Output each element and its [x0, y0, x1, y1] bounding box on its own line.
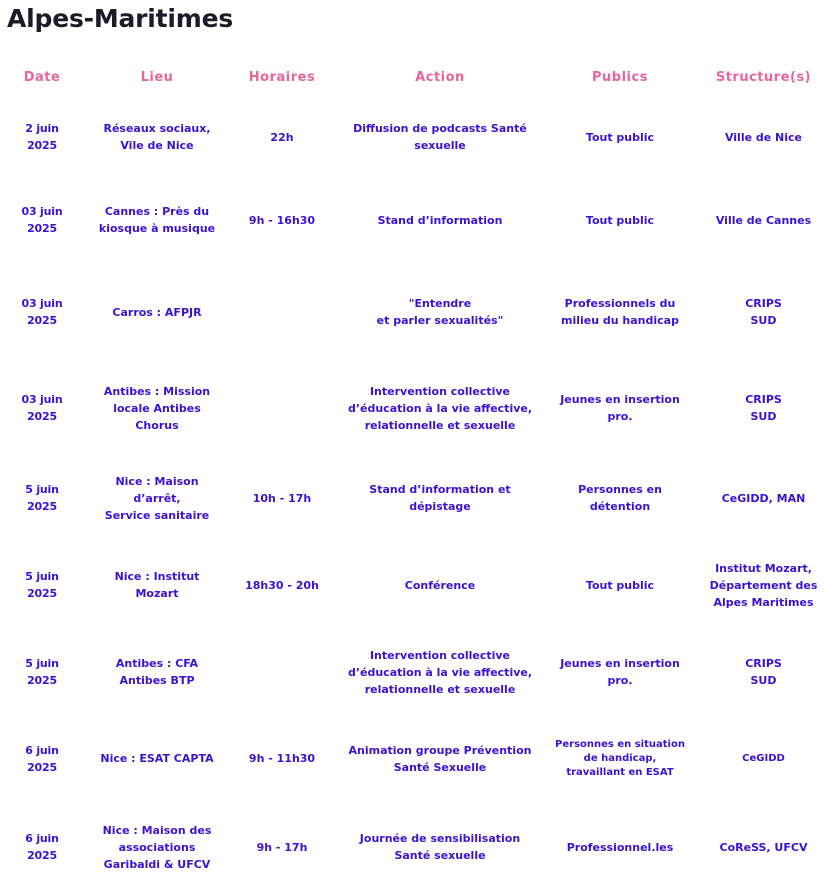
- cell-publics: Personnes en situation de handicap, travaillant en ESAT: [555, 738, 685, 778]
- cell-publics: Tout public: [585, 578, 655, 592]
- cell-horaires: 10h - 17h: [252, 491, 312, 505]
- cell-date: 03 juin 2025: [21, 205, 63, 235]
- cell-action: Stand d’information: [377, 213, 503, 227]
- header-action: Action: [415, 69, 465, 85]
- table-row: [0, 801, 833, 893]
- cell-horaires: 18h30 - 20h: [245, 578, 319, 592]
- cell-publics: Professionnel.les: [566, 840, 674, 854]
- cell-date: 2 juin 2025: [25, 122, 59, 152]
- cell-horaires: 9h - 17h: [256, 840, 308, 854]
- cell-structures: CoReSS, UFCV: [719, 840, 808, 854]
- cell-structures: Institut Mozart, Département des Alpes Maritimes: [709, 561, 818, 609]
- header-structures: Structure(s): [715, 69, 812, 85]
- cell-lieu: Nice : Institut Mozart: [114, 570, 200, 600]
- cell-action: Intervention collective d’éducation à la vie affective, relationnelle et sexuelle: [347, 648, 533, 696]
- header-lieu: Lieu: [140, 69, 174, 85]
- cell-action: "Entendre et parler sexualités": [376, 297, 504, 327]
- cell-date: 03 juin 2025: [21, 297, 63, 327]
- cell-structures: Ville de Cannes: [715, 213, 812, 227]
- cell-date: 03 juin 2025: [21, 393, 63, 423]
- cell-date: 6 juin 2025: [25, 832, 59, 862]
- cell-publics: Personnes en détention: [578, 483, 662, 513]
- cell-structures: Ville de Nice: [724, 130, 803, 144]
- cell-horaires: [230, 628, 334, 716]
- cell-action: Stand d’information et dépistage: [369, 483, 511, 513]
- cell-action: Journée de sensibilisation Santé sexuelle: [359, 832, 521, 862]
- cell-publics: Jeunes en insertion pro.: [560, 657, 680, 687]
- cell-structures: CRIPS SUD: [745, 393, 782, 423]
- table-row: [0, 542, 833, 628]
- cell-publics: Tout public: [585, 213, 655, 227]
- cell-horaires: 9h - 16h30: [248, 213, 316, 227]
- header-publics: Publics: [592, 69, 648, 85]
- cell-action: Diffusion de podcasts Santé sexuelle: [353, 122, 527, 152]
- header-date: Date: [23, 69, 61, 85]
- cell-lieu: Nice : Maison d’arrêt, Service sanitaire: [104, 474, 210, 522]
- cell-structures: CeGIDD, MAN: [721, 491, 806, 505]
- table-row: [0, 628, 833, 716]
- cell-horaires: 22h: [270, 130, 294, 144]
- cell-lieu: Carros : AFPJR: [112, 305, 202, 319]
- cell-horaires: [230, 262, 334, 362]
- table-row: [0, 716, 833, 801]
- cell-structures: CeGIDD: [742, 752, 785, 764]
- cell-lieu: Cannes : Près du kiosque à musique: [98, 205, 216, 235]
- cell-action: Intervention collective d’éducation à la vie affective, relationnelle et sexuelle: [347, 384, 533, 432]
- page-title: Alpes-Maritimes: [7, 4, 234, 33]
- header-horaires: Horaires: [248, 69, 316, 85]
- cell-date: 6 juin 2025: [25, 743, 59, 774]
- cell-lieu: Nice : Maison des associations Garibaldi & UFCV: [102, 823, 212, 871]
- table-row: [0, 262, 833, 362]
- cell-lieu: Antibes : CFA Antibes BTP: [115, 657, 199, 687]
- cell-publics: Professionnels du milieu du handicap: [561, 297, 679, 327]
- table-row: [0, 362, 833, 454]
- cell-lieu: Nice : ESAT CAPTA: [100, 752, 214, 765]
- table-body: [0, 96, 833, 893]
- cell-date: 5 juin 2025: [25, 657, 59, 687]
- cell-horaires: [230, 362, 334, 454]
- cell-publics: Tout public: [585, 130, 655, 144]
- cell-horaires: 9h - 11h30: [248, 752, 316, 765]
- table-row: [0, 454, 833, 542]
- table-row: [0, 96, 833, 178]
- cell-date: 5 juin 2025: [25, 570, 59, 600]
- header-row: [0, 58, 833, 96]
- cell-structures: CRIPS SUD: [745, 657, 782, 687]
- cell-structures: CRIPS SUD: [745, 297, 782, 327]
- table-row: [0, 178, 833, 262]
- table-header: [0, 58, 833, 96]
- events-table: [0, 58, 833, 893]
- cell-publics: Jeunes en insertion pro.: [560, 393, 680, 423]
- cell-date: 5 juin 2025: [25, 483, 59, 513]
- cell-action: Conférence: [404, 578, 476, 592]
- cell-lieu: Antibes : Mission locale Antibes Chorus: [103, 384, 211, 432]
- cell-lieu: Réseaux sociaux, Vile de Nice: [103, 122, 211, 152]
- cell-action: Animation groupe Prévention Santé Sexuelle: [348, 743, 532, 774]
